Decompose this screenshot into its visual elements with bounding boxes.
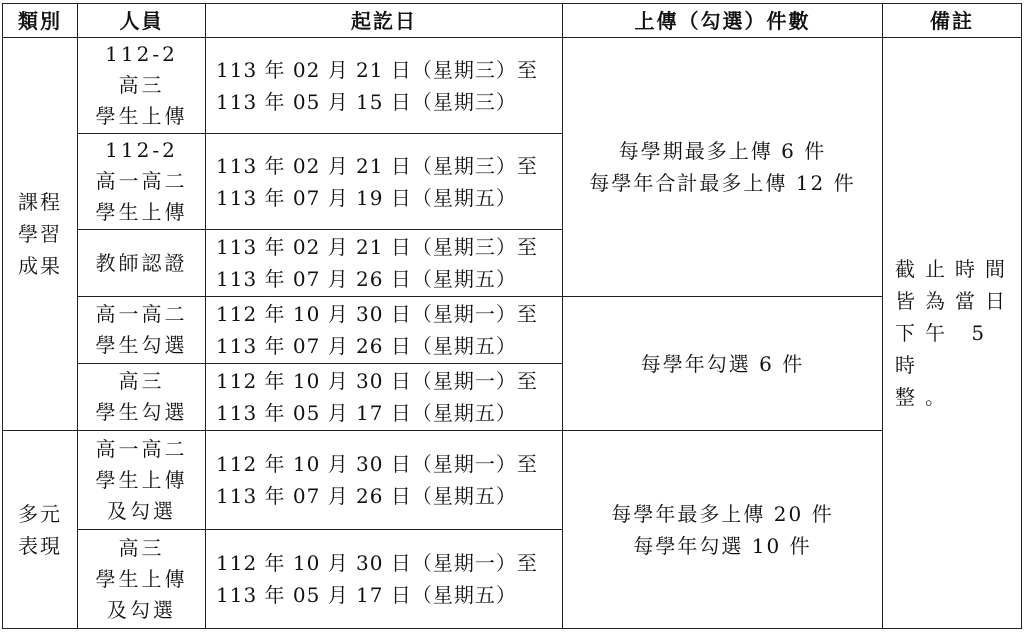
person-line: 高一高二 [95,169,188,193]
person-line: 學生勾選 [95,333,188,357]
schedule-table [2,3,1022,629]
person-cell [78,38,206,134]
category-line: 學習 [18,222,62,246]
person-line: 學生上傳 [95,467,188,492]
person-line: 高三 [118,73,165,97]
person-line: 高三 [118,535,165,560]
date-start: 113 年 02 月 21 日（星期三）至 [216,57,538,82]
category-line: 多元 [18,501,62,526]
person-line: 112-2 [105,138,178,162]
date-end: 113 年 05 月 15 日（星期三） [216,89,517,114]
person-line: 學生上傳 [95,566,188,591]
date-start: 112 年 10 月 30 日（星期一）至 [216,302,538,326]
date-cell [206,431,563,530]
date-start: 112 年 10 月 30 日（星期一）至 [216,452,538,476]
person-line: 高一高二 [95,302,188,326]
header-row [3,4,1022,38]
note-line: 下午 5 時 [895,321,995,377]
date-end: 113 年 05 月 17 日（星期五） [216,583,517,607]
person-cell [78,530,206,629]
count-line: 每學期最多上傳 6 件 [618,139,827,163]
note-line: 皆為當日 [895,289,1015,313]
count-line: 每學年最多上傳 20 件 [611,501,834,526]
person-cell [78,230,206,297]
category-line: 課程 [18,190,62,214]
date-end: 113 年 07 月 19 日（星期五） [216,185,517,210]
date-cell [206,297,563,364]
note-cell [883,38,1022,629]
person-line: 學生上傳 [95,104,188,128]
date-end: 113 年 07 月 26 日（星期五） [216,267,517,291]
person-line: 學生勾選 [95,400,188,424]
count-cell-upload [563,38,883,297]
header-category: 類別 [3,4,78,38]
category-line: 表現 [18,533,62,558]
person-line: 學生上傳 [95,200,188,224]
header-person: 人員 [78,4,206,38]
person-line: 及勾選 [107,498,176,523]
person-line: 高一高二 [95,436,188,461]
category-diverse [3,431,78,629]
count-line: 每學年勾選 6 件 [640,351,805,376]
date-cell [206,364,563,431]
person-cell [78,364,206,431]
category-line: 成果 [18,254,62,278]
date-cell [206,530,563,629]
person-cell [78,297,206,364]
person-line: 及勾選 [107,597,176,622]
category-course [3,38,78,431]
count-line: 每學年合計最多上傳 12 件 [589,171,856,195]
note-line: 截止時間 [895,257,1015,281]
date-cell [206,134,563,230]
date-end: 113 年 07 月 26 日（星期五） [216,334,517,358]
person-cell [78,431,206,530]
header-dates: 起訖日 [206,4,563,38]
date-start: 113 年 02 月 21 日（星期三）至 [216,153,538,178]
date-start: 113 年 02 月 21 日（星期三）至 [216,235,538,259]
date-end: 113 年 05 月 17 日（星期五） [216,401,517,425]
count-cell-select [563,297,883,431]
note-line: 整。 [895,385,955,409]
table-row [3,38,1022,134]
person-cell [78,134,206,230]
person-line: 教師認證 [95,250,188,275]
date-start: 112 年 10 月 30 日（星期一）至 [216,369,538,393]
header-count: 上傳（勾選）件數 [563,4,883,38]
person-line: 高三 [118,369,165,393]
date-start: 112 年 10 月 30 日（星期一）至 [216,551,538,575]
header-note: 備註 [883,4,1022,38]
date-cell [206,38,563,134]
person-line: 112-2 [105,42,178,66]
date-cell [206,230,563,297]
table-row [3,431,1022,530]
table-row [3,297,1022,364]
count-cell-diverse [563,431,883,629]
count-line: 每學年勾選 10 件 [633,533,812,558]
date-end: 113 年 07 月 26 日（星期五） [216,484,517,508]
